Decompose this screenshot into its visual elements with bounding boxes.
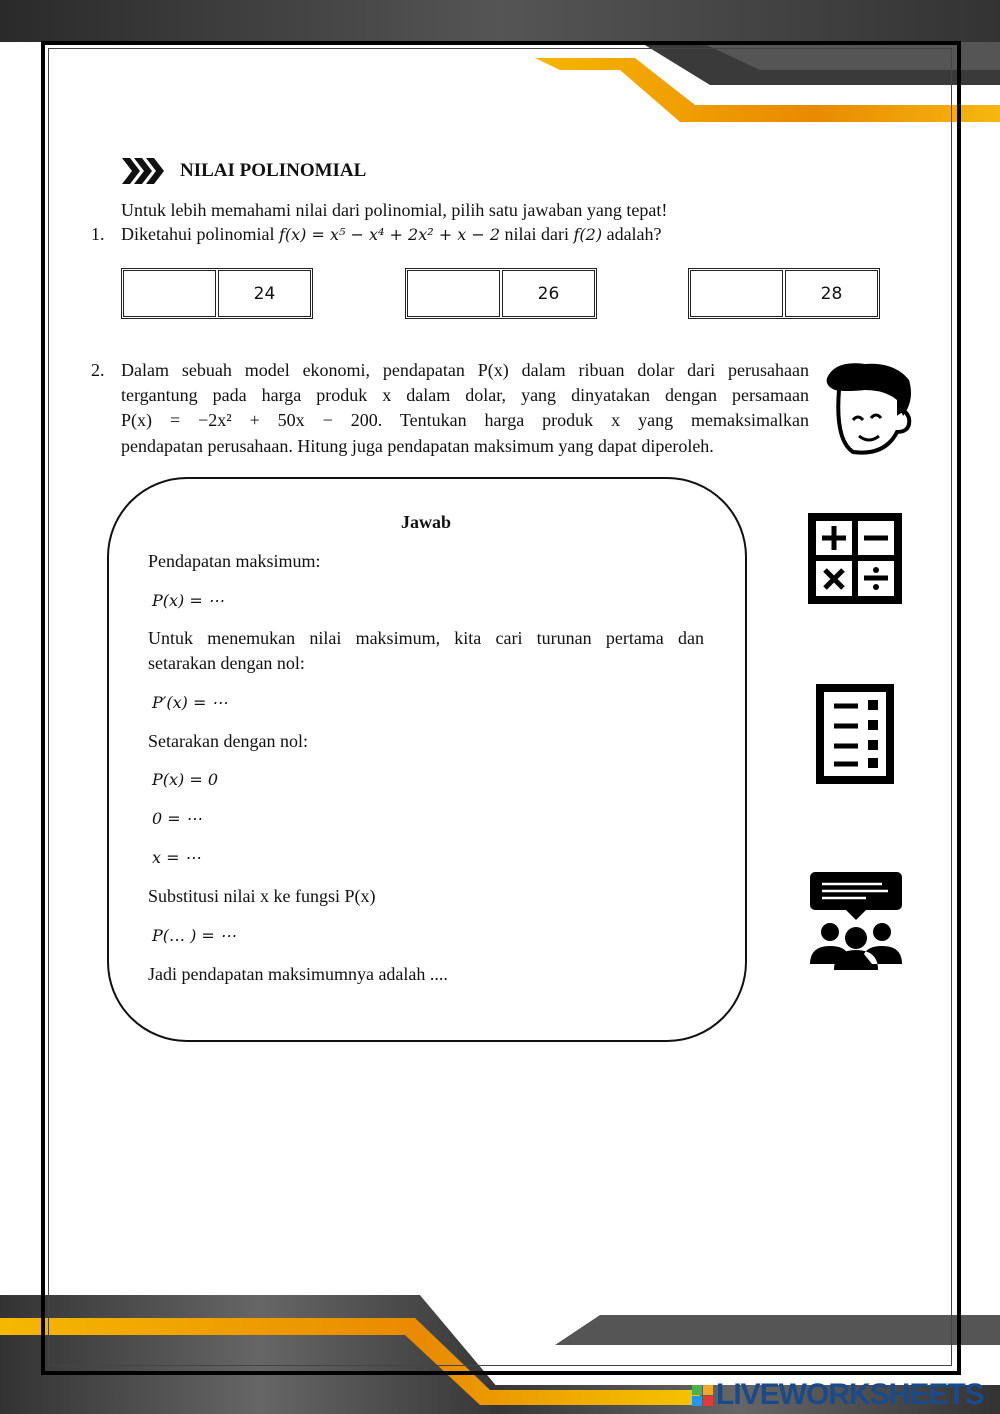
question-1-text: [121, 224, 662, 245]
option-checkbox[interactable]: [407, 270, 500, 317]
answer-option-2[interactable]: [405, 268, 597, 319]
answer-line[interactable]: P′(x) = ⋯: [152, 693, 228, 712]
answer-line: Pendapatan maksimum:: [148, 551, 321, 571]
section-title: NILAI POLINOMIAL: [180, 160, 367, 181]
question-1-number: 1.: [91, 224, 105, 244]
question-2-line: Dalam sebuah model ekonomi, pendapatan P(x) dalam ribuan dolar dari perusahaan: [121, 360, 809, 380]
answer-line[interactable]: x = ⋯: [152, 848, 201, 867]
option-value: 26: [502, 270, 595, 317]
smiling-face-icon: [825, 360, 915, 456]
triple-chevron-icon: [120, 156, 164, 186]
answer-line[interactable]: Jadi pendapatan maksimumnya adalah ....: [148, 964, 448, 984]
answer-line: setarakan dengan nol:: [148, 653, 305, 673]
option-checkbox[interactable]: [690, 270, 783, 317]
q1-formula: f(x) = x⁵ − x⁴ + 2x² + x − 2: [278, 225, 500, 244]
answer-line[interactable]: 0 = ⋯: [152, 809, 202, 828]
q1-text-after: adalah?: [602, 224, 662, 244]
q1-text-mid: nilai dari: [500, 224, 574, 244]
question-2-line: pendapatan perusahaan. Hitung juga pendapatan maksimum yang dapat diperoleh.: [121, 436, 714, 456]
question-2-line: tergantung pada harga produk x dalam dolar, yang dinyatakan dengan persamaan: [121, 385, 809, 405]
option-value: 28: [785, 270, 878, 317]
answer-line[interactable]: P(x) = ⋯: [152, 591, 224, 610]
answer-option-1[interactable]: [121, 268, 313, 319]
question-2-number: 2.: [91, 360, 105, 380]
watermark-text: LIVEWORKSHEETS: [716, 1378, 984, 1411]
option-value: 24: [218, 270, 311, 317]
instruction-text: Untuk lebih memahami nilai dari polinomial, pilih satu jawaban yang tepat!: [121, 200, 668, 220]
liveworksheets-logo: [692, 1378, 984, 1412]
answer-line[interactable]: P(… ) = ⋯: [152, 926, 236, 945]
q1-f2: f(2): [573, 225, 603, 244]
option-checkbox[interactable]: [123, 270, 216, 317]
answer-line: Untuk menemukan nilai maksimum, kita cari turunan pertama dan: [148, 628, 704, 648]
logo-mark-icon: [692, 1385, 713, 1406]
calculator-operations-icon: [808, 513, 902, 604]
answer-line: Substitusi nilai x ke fungsi P(x): [148, 886, 376, 906]
question-2-line: P(x) = −2x² + 50x − 200. Tentukan harga produk x yang memaksimalkan: [121, 410, 809, 430]
group-discussion-icon: [810, 872, 902, 970]
answer-line: Setarakan dengan nol:: [148, 731, 308, 751]
checklist-icon: [816, 684, 894, 784]
answer-title: Jawab: [400, 512, 451, 532]
answer-line[interactable]: P(x) = 0: [152, 770, 219, 789]
q1-text-before: Diketahui polinomial: [121, 224, 279, 244]
answer-option-3[interactable]: [688, 268, 880, 319]
